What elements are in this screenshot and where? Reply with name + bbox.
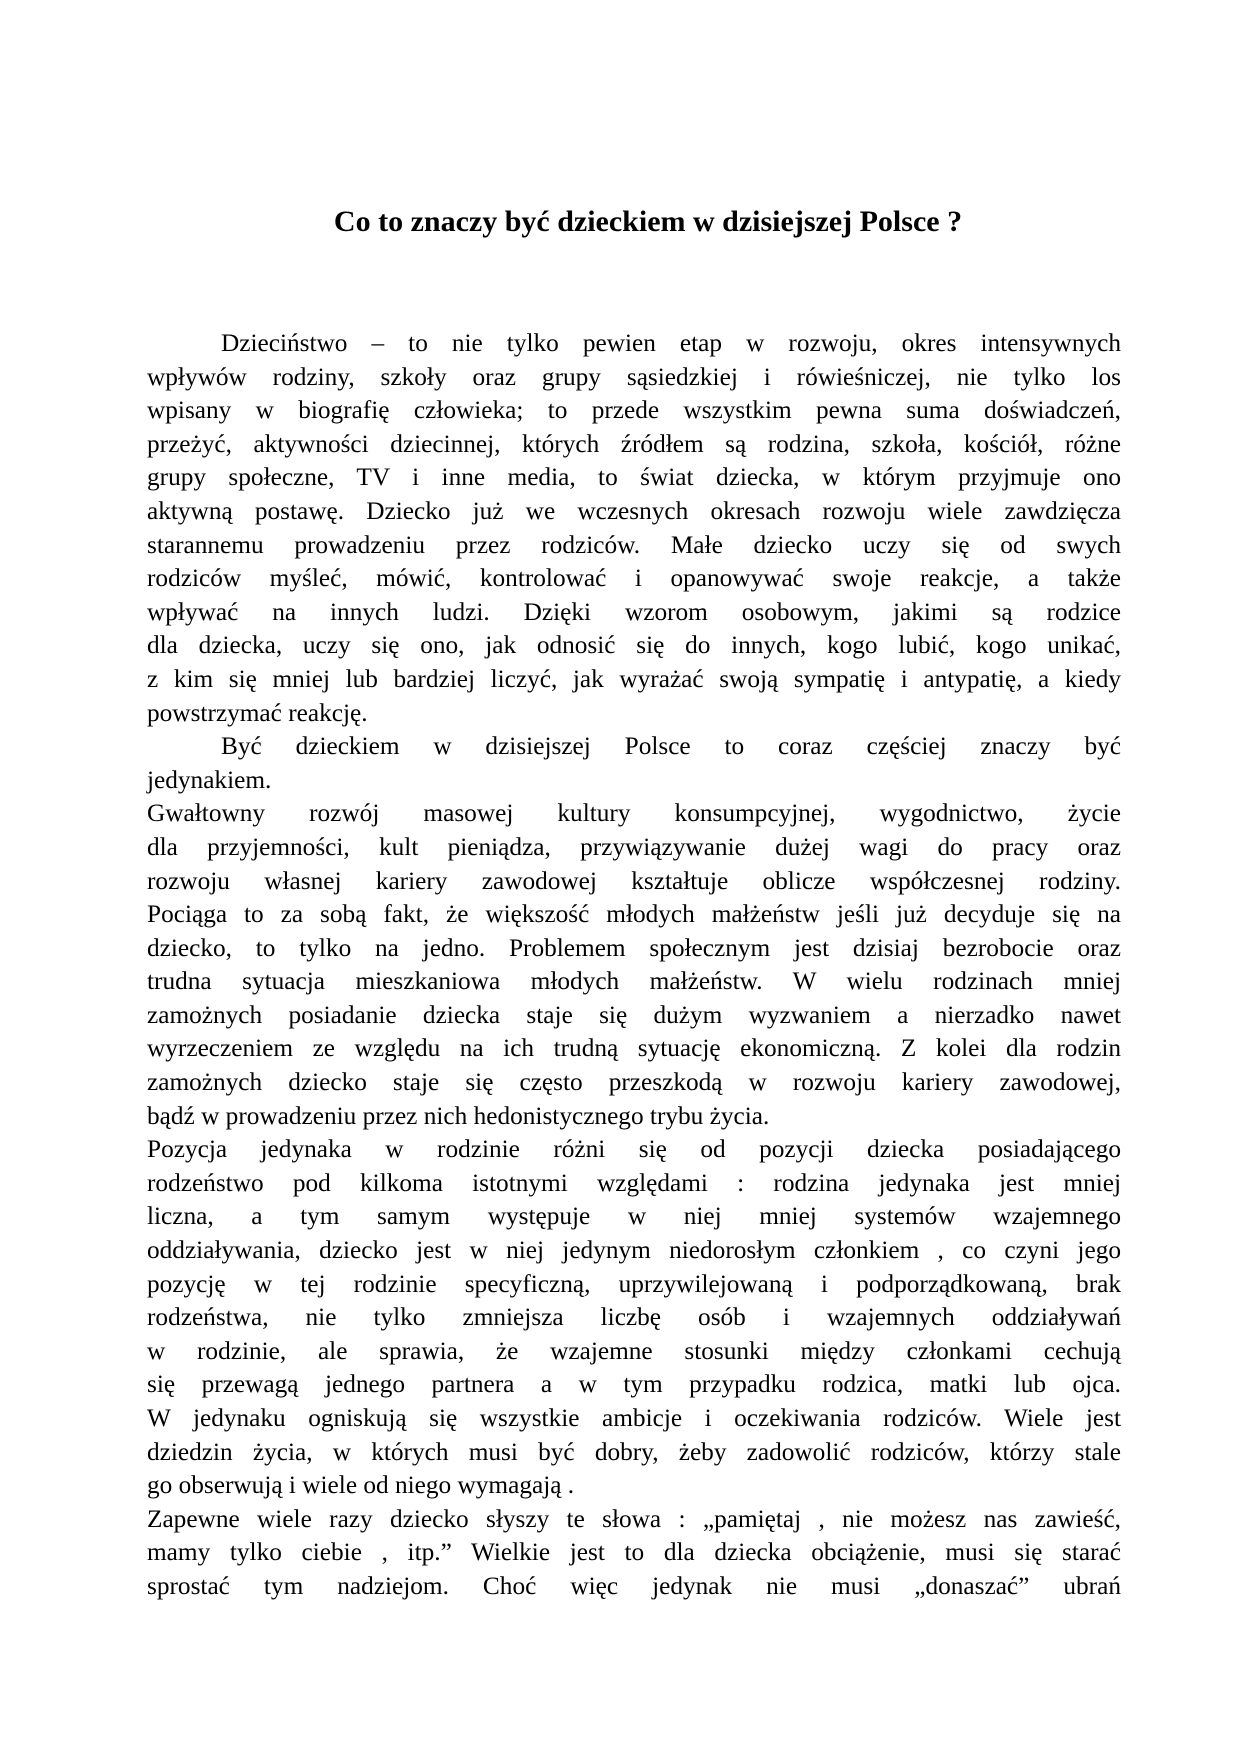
text-line: powstrzymać reakcję. [147,698,368,727]
text-line: W jedynaku ogniskują się wszystkie ambicje i oczekiwania rodziców. Wiele jest [147,1404,1121,1432]
text-line: z kim się mniej lub bardziej liczyć, jak wyrażać swoją sympatię i antypatię, a kiedy [147,664,1121,693]
text-line: liczna, a tym samym występuje w niej mniej systemów wzajemnego [147,1202,1121,1231]
text-line: w rodzinie, ale sprawia, że wzajemne stosunki między członkami cechują [147,1336,1121,1365]
document-body [147,327,1121,1604]
text-line: Zapewne wiele razy dziecko słyszy te słowa : „pamiętaj , nie możesz nas zawieść, [147,1504,1121,1533]
text-line: dziedzin życia, w których musi być dobry, żeby zadowolić rodziców, którzy stale [147,1437,1121,1466]
document-title: Co to znaczy być dzieckiem w dzisiejszej Polsce ? [333,205,963,238]
text-line: wpływów rodziny, szkoły oraz grupy sąsiedzkiej i rówieśniczej, nie tylko los [147,362,1121,391]
text-line: trudna sytuacja mieszkaniowa młodych małżeństw. W wielu rodzinach mniej [147,967,1121,996]
text-line: zamożnych posiadanie dziecka staje się dużym wyzwaniem a nierzadko nawet [147,1000,1121,1029]
text-line: dla dziecka, uczy się ono, jak odnosić się do innych, kogo lubić, kogo unikać, [147,631,1121,660]
text-line: bądź w prowadzeniu przez nich hedonistycznego trybu życia. [147,1101,770,1130]
text-line: Pociąga to za sobą fakt, że większość młodych małżeństw jeśli już decyduje się na [147,900,1121,929]
text-line: go obserwują i wiele od niego wymagają . [147,1471,575,1500]
text-line: dla przyjemności, kult pieniądza, przywiązywanie dużej wagi do pracy oraz [147,832,1121,861]
text-line: przeżyć, aktywności dziecinnej, których źródłem są rodzina, szkoła, kościół, różne [147,429,1121,458]
text-line: rozwoju własnej kariery zawodowej kształtuje oblicze współczesnej rodziny. [147,866,1121,895]
text-line: wyrzeczeniem ze względu na ich trudną sytuację ekonomiczną. Z kolei dla rodzin [147,1034,1121,1063]
text-line: rodziców myśleć, mówić, kontrolować i opanowywać swoje reakcje, a także [147,564,1121,593]
text-line: pozycję w tej rodzinie specyficzną, uprzywilejowaną i podporządkowaną, brak [147,1269,1121,1298]
text-line: Pozycja jedynaka w rodzinie różni się od pozycji dziecka posiadającego [147,1135,1121,1164]
text-line: rodzeństwo pod kilkoma istotnymi względami : rodzina jedynaka jest mniej [147,1168,1121,1197]
text-line: wpływać na innych ludzi. Dzięki wzorom osobowym, jakimi są rodzice [147,597,1121,626]
text-line: oddziaływania, dziecko jest w niej jedynym niedorosłym członkiem , co czyni jego [147,1236,1121,1265]
text-line: jedynakiem. [147,765,272,794]
text-line: się przewagą jednego partnera a w tym przypadku rodzica, matki lub ojca. [147,1370,1121,1399]
text-line: Być dzieckiem w dzisiejszej Polsce to coraz częściej znaczy być [221,732,1121,761]
text-line: grupy społeczne, TV i inne media, to świat dziecka, w którym przyjmuje ono [147,463,1121,492]
text-line: sprostać tym nadziejom. Choć więc jedynak nie musi „donaszać” ubrań [147,1571,1121,1600]
text-line: mamy tylko ciebie , itp.” Wielkie jest to dla dziecka obciążenie, musi się starać [147,1538,1121,1567]
text-line: Dzieciństwo – to nie tylko pewien etap w rozwoju, okres intensywnych [221,329,1121,357]
text-line: dziecko, to tylko na jedno. Problemem społecznym jest dzisiaj bezrobocie oraz [147,933,1121,962]
text-line: Gwałtowny rozwój masowej kultury konsumpcyjnej, wygodnictwo, życie [147,799,1121,828]
text-line: starannemu prowadzeniu przez rodziców. Małe dziecko uczy się od swych [147,530,1121,559]
text-line: aktywną postawę. Dziecko już we wczesnych okresach rozwoju wiele zawdzięcza [147,496,1121,525]
text-line: rodzeństwa, nie tylko zmniejsza liczbę osób i wzajemnych oddziaływań [147,1303,1121,1332]
text-line: zamożnych dziecko staje się często przeszkodą w rozwoju kariery zawodowej, [147,1068,1121,1097]
text-line: wpisany w biografię człowieka; to przede wszystkim pewna suma doświadczeń, [147,396,1121,425]
